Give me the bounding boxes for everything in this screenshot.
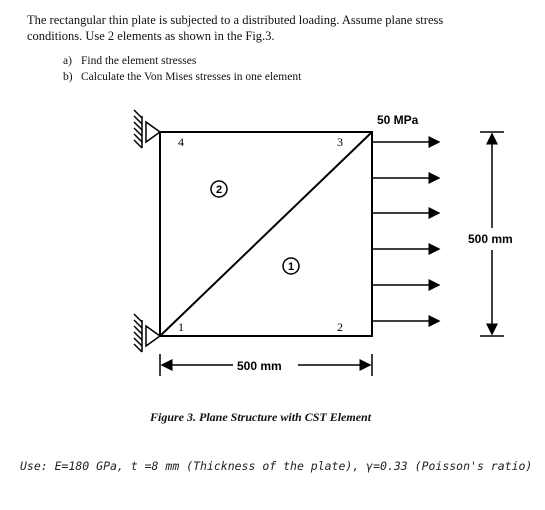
material-properties-note: Use: E=180 GPa, t =8 mm (Thickness of the plate), γ=0.33 (Poisson's ratio) <box>20 459 533 473</box>
node-2-label: 2 <box>337 320 343 334</box>
load-label: 50 MPa <box>377 113 419 127</box>
element-2-label: 2 <box>215 184 223 196</box>
plate-outline <box>160 132 372 336</box>
load-arrows <box>372 142 439 321</box>
pin-support-top <box>134 110 160 148</box>
height-label: 500 mm <box>468 232 513 246</box>
task-b-text: Calculate the Von Mises stresses in one element <box>81 71 302 83</box>
node-1-label: 1 <box>178 320 184 334</box>
figure-caption: Figure 3. Plane Structure with CST Element <box>150 410 372 424</box>
element-1-marker <box>283 258 299 274</box>
task-a-text: Find the element stresses <box>81 55 197 67</box>
node-3-label: 3 <box>337 135 343 149</box>
problem-statement: The rectangular thin plate is subjected to a distributed loading. Assume plane stress conditions. Use 2 elements as shown in the Fig.3. <box>27 13 444 43</box>
task-a-label: a) <box>63 55 72 67</box>
pin-support-bottom <box>134 314 160 352</box>
task-b-label: b) <box>63 71 73 83</box>
element-1-label: 1 <box>287 261 295 273</box>
node-4-label: 4 <box>178 135 184 149</box>
element-2-marker <box>211 181 227 197</box>
width-label: 500 mm <box>237 359 282 373</box>
